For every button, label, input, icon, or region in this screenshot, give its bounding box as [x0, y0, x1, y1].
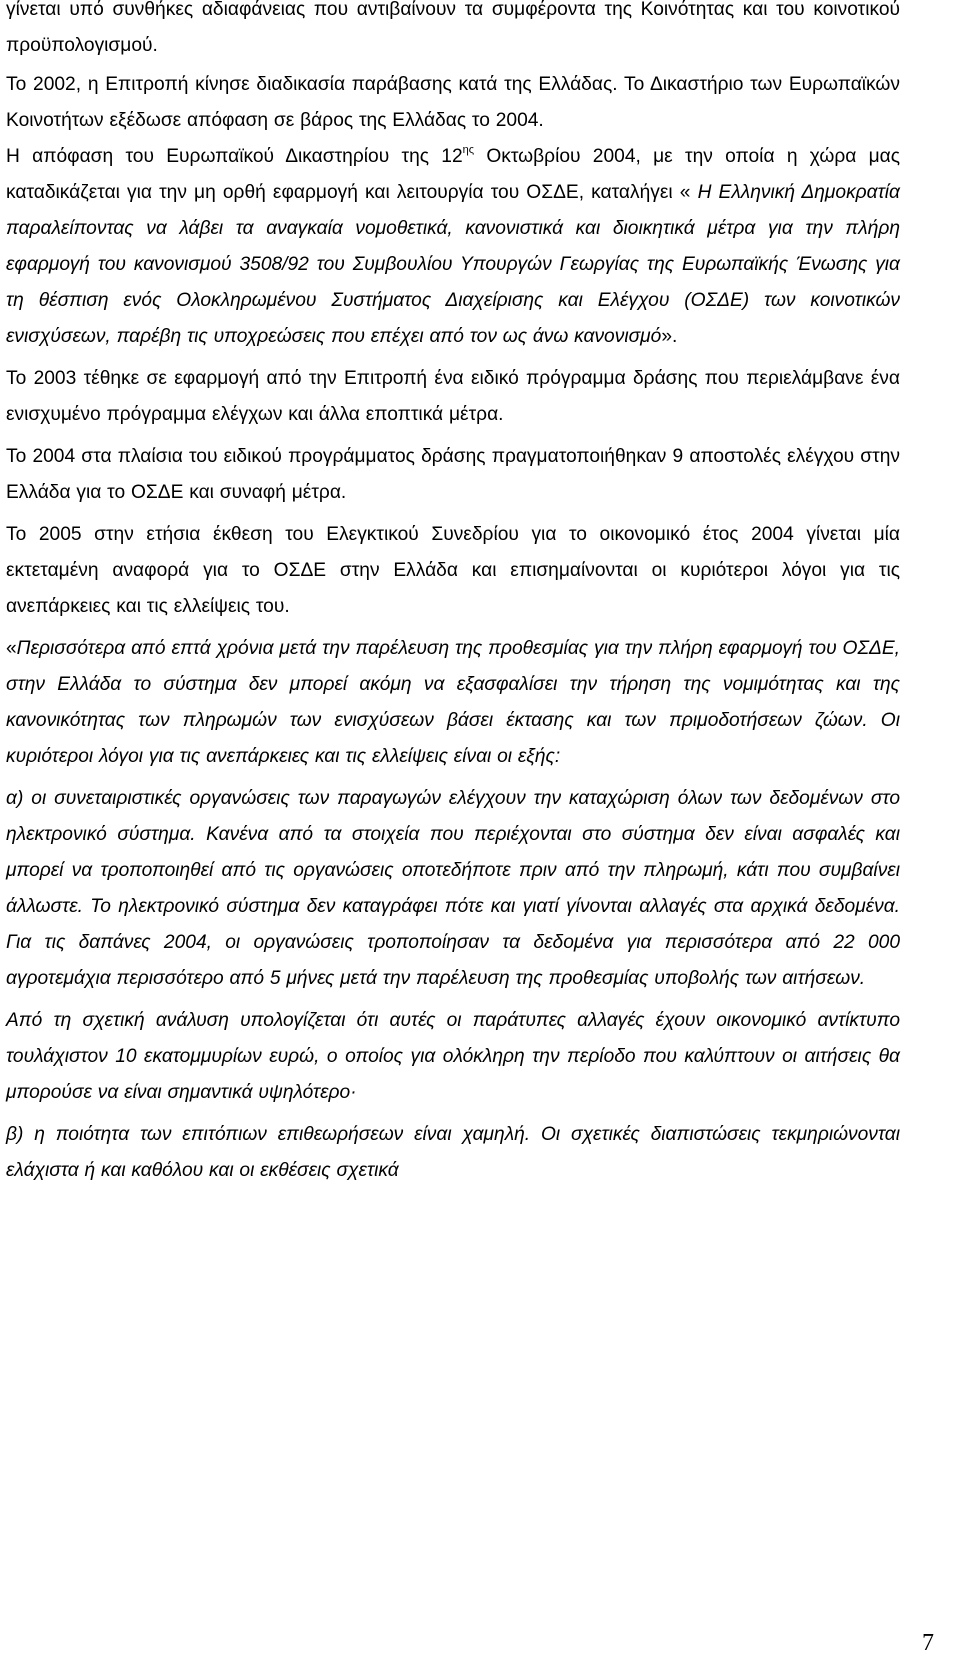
paragraph-infringement-procedure: Το 2002, η Επιτροπή κίνησε διαδικασία παράβασης κατά της Ελλάδας. Το Δικαστήριο των Ευρωπαϊκών Κοινοτήτων εξέδωσε απόφαση σε βάρος της Ελλάδας το 2004.	[6, 74, 900, 131]
paragraph-2005-audit-report: Το 2005 στην ετήσια έκθεση του Ελεγκτικού Συνεδρίου για το οικονομικό έτος 2004 γίνεται μία εκτεταμένη αναφορά για το ΟΣΔΕ στην Ελλάδα και επισημαίνονται οι κυριότεροι λόγοι για τις ανεπάρκειες και τις ελλείψεις του.	[6, 524, 900, 617]
ordinal-superscript: ης	[462, 143, 475, 156]
court-decision-quote: Η Ελληνική Δημοκρατία παραλείποντας να λάβει τα αναγκαία νομοθετικά, κανονιστικά και διοικητικά μέτρα για την πλήρη εφαρμογή του κανονισμού 3508/92 του Συμβουλίου Υπουργών Γεωργίας της Ευρωπαϊκής Ένωσης για τη θέσπιση ενός Ολοκληρωμένου Συστήματος Διαχείρισης και Ελέγχου (ΟΣΔΕ) των κοινοτικών ενισχύσεων, παρέβη τις υποχρεώσεις που επέχει από τον ως άνω κανονισμό	[6, 182, 901, 347]
paragraph-2004-missions: Το 2004 στα πλαίσια του ειδικού προγράμματος δράσης πραγματοποιήθηκαν 9 αποστολές ελέγχου στην Ελλάδα για το ΟΣΔΕ και συναφή μέτρα.	[6, 446, 900, 503]
paragraph-point-a: α) οι συνεταιριστικές οργανώσεις των παραγωγών ελέγχουν την καταχώριση όλων των δεδομένων στο ηλεκτρονικό σύστημα. Κανένα από τα στοιχεία που περιέχονται στο σύστημα δεν είναι ασφαλές και μπορεί να τροποποιηθεί από τις οργανώσεις οποτεδήποτε πριν από την πληρωμή, κάτι που συμβαίνει άλλωστε. Το ηλεκτρονικό σύστημα δεν καταγράφει πότε και γιατί γίνονται αλλαγές στα αρχικά δεδομένα. Για τις δαπάνες 2004, οι οργανώσεις τροποποίησαν τα δεδομένα για περισσότερα από 22 000 αγροτεμάχια περισσότερο από 5 μήνες μετά την παρέλευση της προθεσμίας υποβολής των αιτήσεων.	[6, 788, 900, 989]
paragraph-point-b: β) η ποιότητα των επιτόπιων επιθεωρήσεων είναι χαμηλή. Οι σχετικές διαπιστώσεις τεκμηριώνονται ελάχιστα ή και καθόλου και οι εκθέσεις σχετικά	[6, 1124, 900, 1181]
paragraph-2003-action-plan: Το 2003 τέθηκε σε εφαρμογή από την Επιτροπή ένα ειδικό πρόγραμμα δράσης που περιελάμβανε ένα ενισχυμένο πρόγραμμα ελέγχων και άλλα εποπτικά μέτρα.	[6, 368, 900, 425]
paragraph-financial-impact: Από τη σχετική ανάλυση υπολογίζεται ότι αυτές οι παράτυπες αλλαγές έχουν οικονομικό αντίκτυπο τουλάχιστον 10 εκατομμυρίων ευρώ, ο οποίος για ολόκληρη την περίοδο που καλύπτουν οι αιτήσεις θα μπορούσε να είναι σημαντικά υψηλότερο·	[6, 1010, 900, 1103]
paragraph-audit-quote	[6, 631, 900, 775]
paragraph-court-decision	[6, 139, 900, 355]
quote-open-mark: «	[6, 638, 17, 659]
court-decision-intro: Η απόφαση του Ευρωπαϊκού Δικαστηρίου της 12	[6, 146, 463, 167]
document-page	[6, 0, 900, 1189]
page-number: 7	[922, 1630, 934, 1656]
paragraph-continuation: γίνεται υπό συνθήκες αδιαφάνειας που αντιβαίνουν τα συμφέροντα της Κοινότητας και του κοινοτικού προϋπολογισμού.	[6, 0, 900, 56]
court-decision-end: ».	[661, 326, 678, 347]
audit-quote-text: Περισσότερα από επτά χρόνια μετά την παρέλευση της προθεσμίας για την πλήρη εφαρμογή του ΟΣΔΕ, στην Ελλάδα το σύστημα δεν μπορεί ακόμη να εξασφαλίσει την τήρηση της νομιμότητας και της κανονικότητας των πληρωμών των ενισχύσεων βάσει έκτασης και των πριμοδοτήσεων ζώων. Οι κυριότεροι λόγοι για τις ανεπάρκειες και τις ελλείψεις είναι οι εξής:	[6, 638, 900, 767]
court-decision-mid: Οκτωβρίου 2004, με την οποία η χώρα μας καταδικάζεται για την μη ορθή εφαρμογή και λειτουργία του ΟΣΔΕ, καταλήγει «	[6, 146, 901, 203]
